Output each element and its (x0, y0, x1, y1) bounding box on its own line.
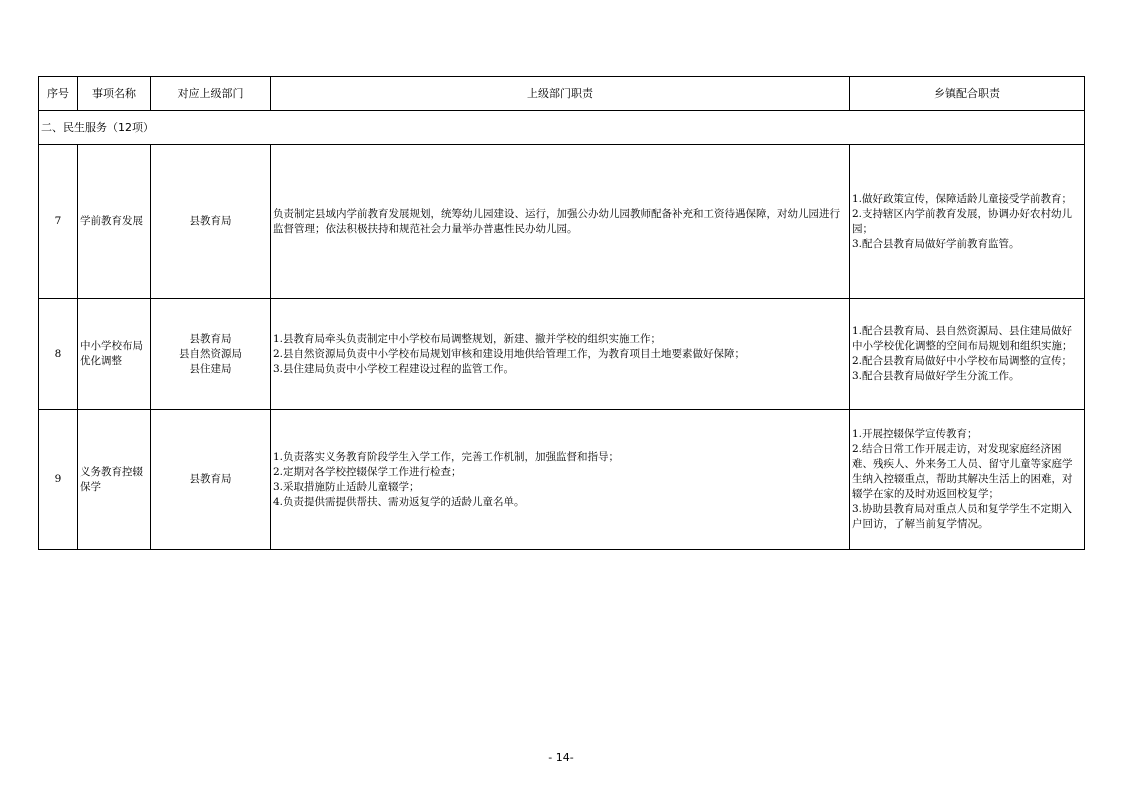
header-upper-duty: 上级部门职责 (271, 77, 850, 111)
section-row (39, 111, 1085, 145)
row-seq: 9 (39, 410, 78, 550)
table-header-row (39, 77, 1085, 111)
row-upper-duty (271, 145, 850, 299)
row-item-name: 义务教育控辍保学 (78, 410, 151, 550)
page-number: - 14- (548, 751, 574, 764)
duty-table (38, 76, 1085, 550)
row-town-duty (850, 145, 1085, 299)
row-item-name: 学前教育发展 (78, 145, 151, 299)
header-town-duty: 乡镇配合职责 (850, 77, 1085, 111)
row-upper-duty (271, 410, 850, 550)
town-duty-line: 3.配合县教育局做好学生分流工作。 (852, 370, 1020, 382)
table-row (39, 145, 1085, 299)
duty-line: 2.县自然资源局负责中小学校布局规划审核和建设用地供给管理工作，为教育项目土地要素做好保障； (273, 347, 746, 360)
duty-line: 1.县教育局牵头负责制定中小学校布局调整规划，新建、撤并学校的组织实施工作； (273, 332, 662, 345)
duty-line: 2.定期对各学校控辍保学工作进行检查； (273, 465, 462, 478)
duty-line: 1.负责落实义务教育阶段学生入学工作，完善工作机制，加强监督和指导； (273, 450, 620, 463)
town-duty-line: 1.做好政策宣传，保障适龄儿童接受学前教育； (852, 192, 1073, 205)
dept-line: 县教育局 (189, 215, 232, 227)
town-duty-line: 2.配合县教育局做好中小学校布局调整的宣传； (852, 355, 1073, 367)
duty-line: 3.县住建局负责中小学校工程建设过程的监管工作。 (273, 362, 515, 375)
dept-line: 县自然资源局 (179, 347, 242, 360)
header-upper-dept: 对应上级部门 (151, 77, 271, 111)
duty-line: 负责制定县域内学前教育发展规划，统筹幼儿园建设、运行，加强公办幼儿园教师配备补充和工资待遇保障，对幼儿园进行监督管理；依法积极扶持和规范社会力量举办普惠性民办幼儿园。 (273, 207, 840, 235)
row-upper-dept (151, 410, 271, 550)
town-duty-line: 2.支持辖区内学前教育发展，协调办好农村幼儿园； (852, 207, 1073, 235)
row-town-duty (850, 410, 1085, 550)
town-duty-line: 1.配合县教育局、县自然资源局、县住建局做好中小学校优化调整的空间布局规划和组织实施； (852, 325, 1073, 352)
row-upper-dept (151, 299, 271, 410)
table-row (39, 299, 1085, 410)
town-duty-line: 3.配合县教育局做好学前教育监管。 (852, 237, 1020, 250)
section-title: 二、民生服务（12项） (39, 111, 1085, 145)
row-seq: 8 (39, 299, 78, 410)
table-row (39, 410, 1085, 550)
row-upper-duty (271, 299, 850, 410)
header-seq: 序号 (39, 77, 78, 111)
row-item-name: 中小学校布局优化调整 (78, 299, 151, 410)
row-town-duty (850, 299, 1085, 410)
town-duty-line: 2.结合日常工作开展走访，对发现家庭经济困难、残疾人、外来务工人员、留守儿童等家庭学生纳入控辍重点，帮助其解决生活上的困难，对辍学在家的及时劝返回校复学； (852, 443, 1073, 500)
duty-line: 4.负责提供需提供帮扶、需劝返复学的适龄儿童名单。 (273, 495, 525, 508)
row-upper-dept (151, 145, 271, 299)
town-duty-line: 3.协助县教育局对重点人员和复学学生不定期入户回访，了解当前复学情况。 (852, 503, 1073, 530)
dept-line: 县教育局 (189, 473, 232, 485)
header-item-name: 事项名称 (78, 77, 151, 111)
dept-line: 县住建局 (189, 362, 232, 375)
dept-line: 县教育局 (189, 332, 232, 345)
duty-line: 3.采取措施防止适龄儿童辍学； (273, 480, 420, 493)
row-seq: 7 (39, 145, 78, 299)
town-duty-line: 1.开展控辍保学宣传教育； (852, 428, 978, 440)
